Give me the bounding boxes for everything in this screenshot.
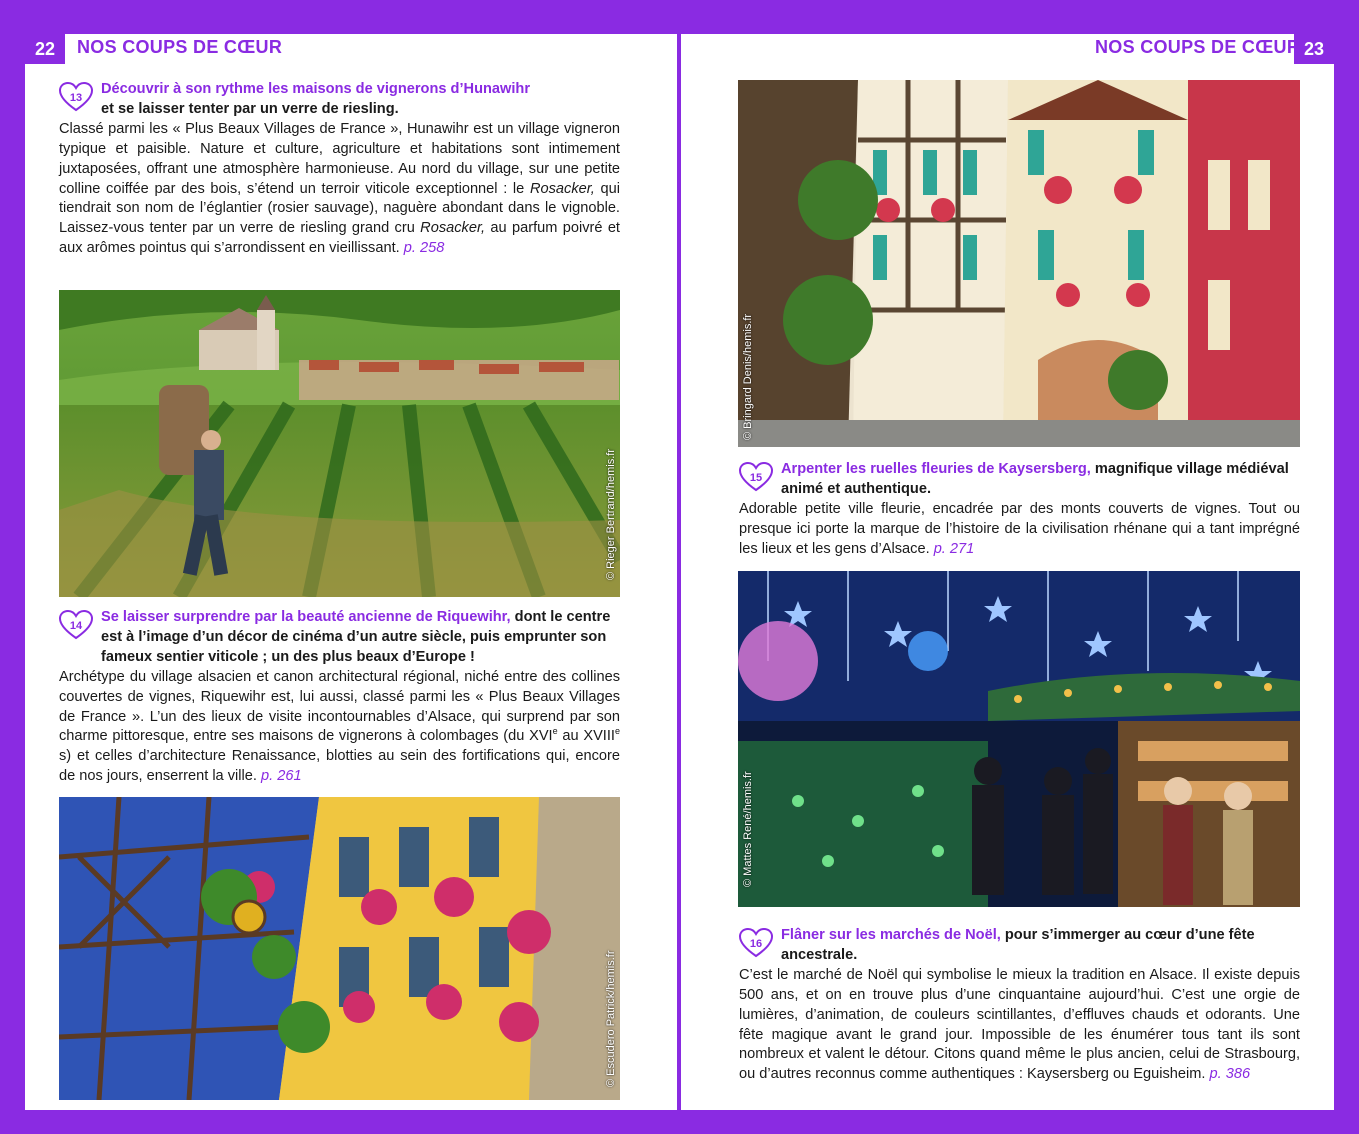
heart-number-icon [59, 82, 93, 112]
body-text: Adorable petite ville fleurie, encadrée par des monts couverts de vignes. Tout ou presque ici porte la marque de l’histoire de la civilisation rhénane qui a tant imprégné les lieux et les gens d’Alsace. [739, 500, 1300, 557]
entry-heading [739, 926, 1300, 966]
superscript: e [614, 726, 620, 737]
entry-number: 16 [749, 938, 763, 950]
photo-credit: © Rieger Bertrand/hemis.fr [605, 449, 617, 580]
running-head-left: NOS COUPS DE CŒUR [77, 37, 283, 57]
photo-credit: © Bringard Denis/hemis.fr [742, 313, 754, 440]
heart-number-icon [59, 610, 93, 640]
entry-headline-highlight: Se laisser surprendre par la beauté ancienne de Riquewihr, [101, 609, 511, 625]
page-reference[interactable]: p. 261 [260, 768, 302, 785]
entry-13 [59, 80, 620, 259]
page-reference[interactable]: p. 386 [1209, 1066, 1251, 1083]
photo-marche-de-noel [738, 571, 1300, 907]
entry-heading [59, 608, 620, 668]
body-emphasis: Rosacker, [529, 180, 595, 197]
page-number-right: 23 [1294, 34, 1334, 64]
body-text: s) et celles d’architecture Renaissance, blotties au sein des fortifications qui, encore de nos jours, enserrent la ville. [59, 748, 620, 785]
entry-heading [59, 80, 620, 120]
body-emphasis: Rosacker, [420, 220, 486, 237]
page-number-left: 22 [25, 34, 65, 64]
entry-headline-rest: pour s’immerger au cœur d’une fête ancestrale. [781, 927, 1255, 963]
entry-number: 14 [69, 620, 83, 632]
entry-16 [739, 926, 1300, 1085]
entry-headline-highlight: Découvrir à son rythme les maisons de vignerons d’Hunawihr [101, 81, 531, 97]
entry-number: 13 [69, 92, 83, 104]
entry-headline-highlight: Flâner sur les marchés de Noël, [781, 927, 1001, 943]
photo-hunawihr-vineyard [59, 290, 620, 597]
entry-body [739, 966, 1300, 1085]
page-reference[interactable]: p. 271 [933, 540, 975, 557]
body-text: au parfum poivré et aux arômes pointus qui s’arrondissent en vieillissant. [59, 220, 620, 257]
entry-heading [739, 460, 1300, 500]
photo-riquewihr-facades [59, 797, 620, 1100]
entry-headline-rest: et se laisser tenter par un verre de riesling. [101, 100, 399, 117]
entry-15 [739, 460, 1300, 560]
entry-14 [59, 608, 620, 787]
photo-credit: © Escudero Patrick/hemis.fr [605, 950, 617, 1087]
entry-body [59, 668, 620, 787]
entry-headline-highlight: Arpenter les ruelles fleuries de Kaysersberg, [781, 461, 1091, 477]
heart-number-icon [739, 462, 773, 492]
entry-headline-rest: magnifique village médiéval animé et authentique. [781, 461, 1289, 497]
superscript: e [552, 726, 558, 737]
entry-headline-rest: dont le centre est à l’image d’un décor de cinéma d’un autre siècle, puis emprunter son fameux sentier viticole ; un des plus beaux d’Europe ! [101, 609, 611, 665]
entry-body [739, 500, 1300, 560]
body-text: qui tiendrait son nom de l’églantier (rosier sauvage), naguère abondant dans le vignoble. Laissez-vous tenter par un verre de riesling grand cru [59, 180, 620, 237]
body-text: au XVIII [557, 728, 615, 745]
photo-kaysersberg-street [738, 80, 1300, 447]
heart-number-icon [739, 928, 773, 958]
entry-number: 15 [749, 472, 763, 484]
body-text: Classé parmi les « Plus Beaux Villages de France », Hunawihr est un village vigneron typique et paisible. Nature et culture, agriculture et habitations sont intimement juxtaposées, offrant une atmosphère harmonieuse. Au nord du village, sur une petite colline coiffée par des bois, s’étend un terroir viticole exceptionnel : le [59, 120, 620, 197]
page-reference[interactable]: p. 258 [403, 240, 445, 257]
running-head-right: NOS COUPS DE CŒUR [1095, 37, 1301, 57]
body-text: C’est le marché de Noël qui symbolise le mieux la tradition en Alsace. Il existe depuis 500 ans, et on en trouve plus d’une cinquantaine aujourd’hui. C’est une orgie de lumières, d’animation, de couleurs scintillantes, d’effluves chauds et odorants. Une fête magique avant le grand jour. Impossible de les énumérer tous tant ils sont nombreux et valent le détour. Citons quand même le plus ancien, celui de Strasbourg, ou d’autres reconnus comme authentiques : Kaysersberg ou Eguisheim. [739, 966, 1300, 1083]
body-text: Archétype du village alsacien et canon architectural régional, niché entre des collines couvertes de vignes, Riquewihr est, lui aussi, classé parmi les « Plus Beaux Villages de France ». L’un des lieux de visite incontournables d’Alsace, qui surprend par son charme pittoresque, entre ses maisons de vignerons à colombages (du XVI [59, 668, 620, 745]
entry-body [59, 120, 620, 259]
photo-credit: © Mattes René/hemis.fr [742, 771, 754, 887]
